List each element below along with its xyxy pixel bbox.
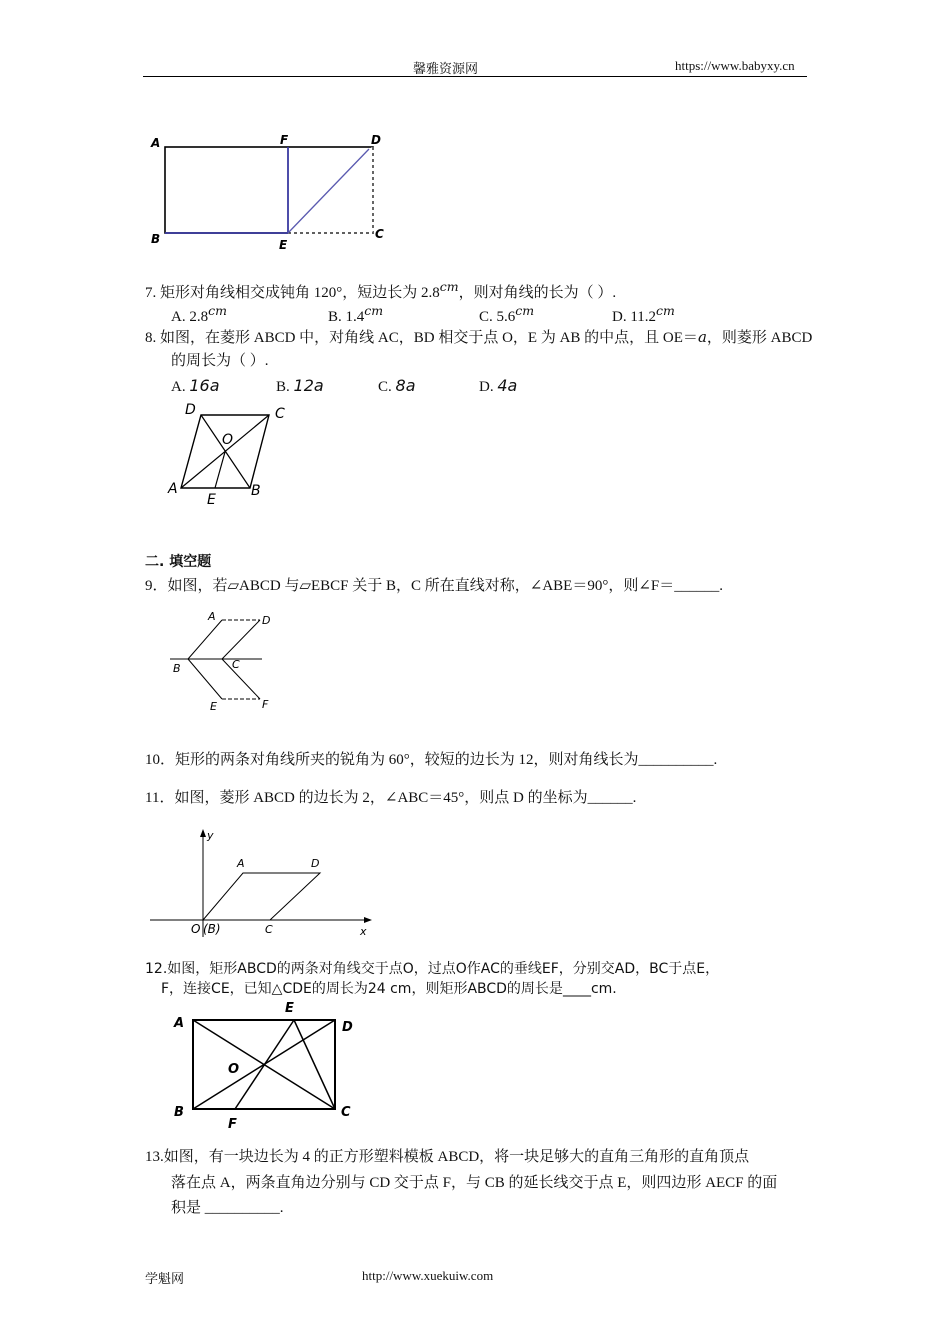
fig-label: B [174,1105,184,1120]
q8-stem-line1: 8. 如图，在菱形 ABCD 中，对角线 AC，BD 相交于点 O，E 为 AB 的中点，且 OE＝a，则菱形 ABCD [145,328,813,346]
parallelogram-reflection-figure [170,608,290,716]
fig-label: D [371,133,381,147]
segment-ef [235,1020,294,1109]
x-axis-arrow [364,917,372,923]
edge-be [188,659,222,699]
fig-label: B [173,662,181,675]
q11-stem: 11．如图，菱形 ABCD 的边长为 2，∠ABC＝45°，则点 D 的坐标为______. [145,790,637,806]
fig-label: C [375,227,384,241]
fig-label: x [360,925,367,938]
figure-rect [165,147,373,233]
q13-stem-line1: 13.如图，有一块边长为 4 的正方形塑料模板 ABCD，将一块足够大的直角三角形的直角顶点 [145,1149,750,1165]
fig-label: C [275,406,285,422]
coordinate-figure [150,825,380,940]
q7-option-b: B. $1.4^{cm}$ [328,303,384,325]
fig-label: A [208,610,216,623]
fig-label: y [207,829,214,842]
fig-label: F [262,698,269,711]
fig-label: A [237,857,245,870]
footer-url[interactable]: http://www.xuekuiw.com [362,1268,494,1283]
fig-label: A [168,481,178,497]
fig-label: E [210,700,217,713]
q13-stem-line3: 积是 __________. [171,1200,284,1216]
q7-option-d: D. $11.2^{cm}$ [612,303,675,325]
q8-option-b: B. 12a [276,376,324,395]
q13-stem-line2: 落在点 A，两条直角边分别与 CD 交于点 F，与 CB 的延长线交于点 E，则四边形 AECF 的面 [171,1175,778,1191]
diagonal-bd [201,415,250,488]
header-url[interactable]: https://www.babyxy.cn [675,58,795,73]
rhombus-outline [203,873,320,920]
rectangle-figure [145,130,395,250]
fig-label: D [185,402,196,418]
header-rule [143,76,807,77]
fig-label: O [222,432,234,448]
fig-label: B [251,483,261,499]
fig-label: A [151,136,161,150]
fig-label: E [279,238,288,252]
q9-stem: 9．如图，若▱ABCD 与▱EBCF 关于 B，C 所在直线对称，∠ABE＝90°，则∠F＝______. [145,578,724,594]
rhombus-figure [165,400,295,510]
fig-label: D [311,857,320,870]
fig-label: (B) [203,922,221,936]
q7-option-c: C. $5.6^{cm}$ [479,303,535,325]
fig-label: C [341,1105,351,1120]
figure-edge-ed [288,149,369,233]
fig-label: O [228,1062,240,1077]
segment-oe [215,452,225,488]
header-site: 馨雅资源网 [413,61,479,76]
edge-cd [222,620,260,659]
q8-option-a: A. 16a [171,376,220,395]
fig-label: B [151,232,161,246]
q8-option-d: D. 4a [479,376,518,395]
fig-label: D [262,614,271,627]
section-title: 二. 填空题 [145,554,212,570]
rectangle-diagonals-figure [172,998,362,1132]
q12-stem-line1: 12.如图，矩形ABCD的两条对角线交于点O，过点O作AC的垂线EF，分别交AD，BC于点E， [145,961,720,977]
fig-label: D [342,1020,353,1035]
q12-stem-line2: F，连接CE，已知△CDE的周长为24 cm，则矩形ABCD的周长是____cm. [161,981,617,997]
q8-stem-line2: 的周长为（ ）. [171,353,269,369]
footer-site: 学魁网 [145,1271,185,1286]
fig-label: C [265,923,273,936]
q7-stem: 7. 矩形对角线相交成钝角 120°，短边长为 $2.8^{cm}$，则对角线的长为（ ）. [145,279,617,301]
edge-cf [222,659,260,699]
q10-stem: 10．矩形的两条对角线所夹的锐角为 60°，较短的边长为 12，则对角线长为__________. [145,752,718,768]
fig-label: E [207,492,216,508]
fig-label: F [280,133,289,147]
y-axis-arrow [200,829,206,837]
q8-option-c: C. 8a [378,376,416,395]
edge-ba [188,620,222,659]
q7-option-a: A. $2.8^{cm}$ [171,303,227,325]
fig-label: C [232,658,240,671]
fig-label: O [191,922,201,936]
fig-label: A [174,1016,185,1031]
fig-label: F [228,1117,237,1132]
fig-label: E [285,1001,294,1016]
